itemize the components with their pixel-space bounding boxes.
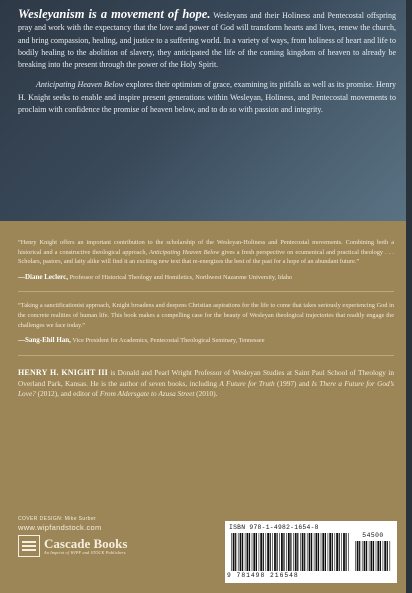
- endorsement-panel: [0, 221, 412, 593]
- price-code: 54500: [362, 532, 384, 539]
- cover-design-credit: COVER DESIGN: Mike Surber: [18, 516, 97, 522]
- description-paragraph-2: Anticipating Heaven Below explores their optimism of grace, examining its pitfalls as well as its promise. Henry H. Knight seeks to enable and inspire present generations within Wesleyan, Holiness, and Pentecostal movements to proclaim with confidence the promise of heaven below, and to do so with passion and integrity.: [18, 80, 396, 115]
- spine-edge: [406, 0, 412, 593]
- headline: Wesleyanism is a movement of hope.: [18, 7, 211, 21]
- divider: [18, 355, 394, 356]
- book-title: Anticipating Heaven Below: [36, 80, 124, 90]
- barcode-bars: [231, 533, 349, 571]
- description-paragraph-1: Wesleyanism is a movement of hope. Wesleyans and their Holiness and Pentecostal offspring pray and work with the expectancy that the love and power of God will transform hearts and lives, renew the church, and bring compassion, healing, and justice to a suffering world. In a variety of ways, from holiness of heart and life to bodily healing to the abolition of slavery, they anticipated the life of the coming kingdom of heaven to already be breaking into the present through the power of the Holy Spirit.: [18, 7, 396, 70]
- isbn-text: ISBN 978-1-4982-1654-8: [229, 524, 319, 531]
- endorsement-attribution: —Sang-Ehil Han, Vice President for Academics, Pentecostal Theological Seminary, Tennessee: [18, 336, 265, 345]
- divider: [18, 291, 394, 292]
- publisher-logo: [18, 535, 127, 557]
- endorsement-quote: “Taking a sanctificationist approach, Knight broadens and deepens Christian aspirations for the life to come that takes seriously experiencing God in the concrete realities of human life. This book makes a compelling case for the beauty of Wesleyan theological trajectories that readily engage the challenges we face today.”: [18, 302, 394, 329]
- author-bio: HENRY H. KNIGHT III is Donald and Pearl Wright Professor of Wesleyan Studies at Saint Paul School of Theology in Overland Park, Kansas. He is the author of seven books, including A Future for Truth (1997) and Is There a Future for God’s Love? (2012), and editor of From Aldersgate to Azusa Street (2010).: [18, 367, 395, 399]
- book-icon: [18, 535, 40, 557]
- credits: [18, 516, 102, 532]
- publisher-website[interactable]: www.wipfandstock.com: [18, 523, 102, 532]
- endorsement-attribution: —Diane Leclerc, Professor of Historical Theology and Homiletics, Northwest Nazarene University, Idaho: [18, 272, 293, 281]
- addon-barcode-bars: [355, 541, 391, 571]
- barcode: [225, 521, 397, 583]
- description-panel: [0, 0, 412, 221]
- barcode-digits: 9 781498 216548: [227, 572, 299, 579]
- publisher-imprint: An Imprint of WIPF and STOCK Publishers: [44, 550, 126, 555]
- author-name: HENRY H. KNIGHT III: [18, 367, 108, 377]
- publisher-name: Cascade Books: [44, 536, 128, 551]
- endorsement-quote: “Henry Knight offers an important contribution to the scholarship of the Wesleyan-Holiness and Pentecostal movements. Combining both a historical and a constructive theological approach, Anticipating Heaven Below gives a fresh perspective on ecumenical and practical theology . . . Scholars, pastors, and laity alike will find it an exciting new text that re-energizes the best of the past for a hope of an abundant future.”: [18, 239, 394, 266]
